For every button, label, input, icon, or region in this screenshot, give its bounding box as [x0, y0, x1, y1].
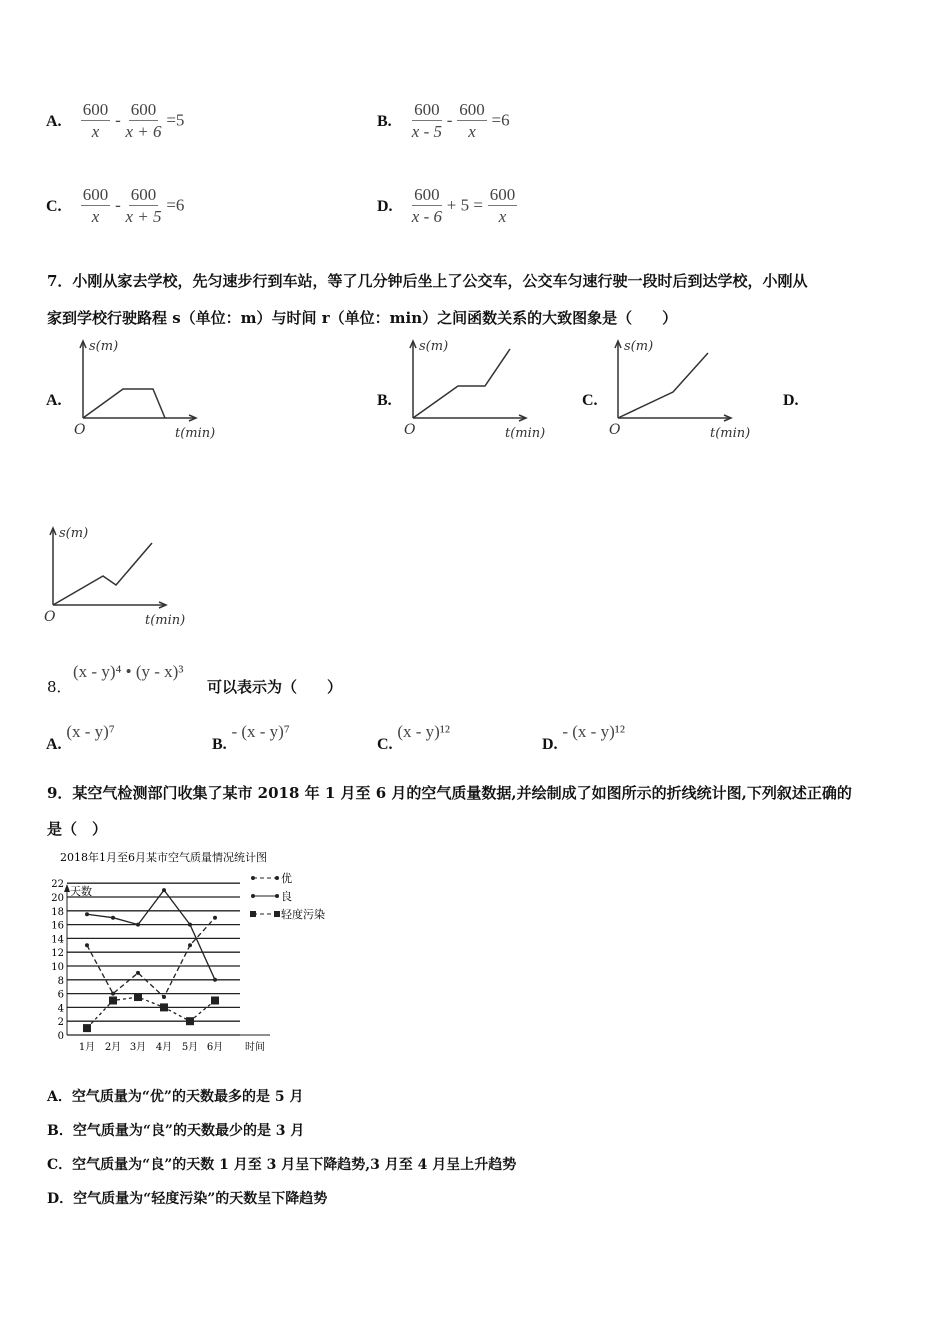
y-tick-label: 16 — [51, 920, 64, 932]
numerator: 600 — [414, 100, 440, 119]
numerator: 600 — [414, 185, 440, 204]
option-label: A. — [46, 112, 62, 130]
q9-option-b[interactable]: B．空气质量为“良”的天数最少的是 3 月 — [47, 1123, 305, 1139]
data-point — [162, 995, 166, 999]
numerator: 600 — [130, 100, 157, 119]
data-point — [136, 923, 140, 927]
q6-option[interactable] — [377, 185, 517, 228]
origin-label: O — [609, 422, 621, 438]
data-point — [83, 1024, 91, 1032]
fraction — [412, 100, 442, 143]
series-line-轻度污染 — [87, 997, 215, 1028]
fraction — [81, 185, 111, 228]
y-tick-label: 12 — [51, 948, 64, 960]
legend-marker — [250, 911, 256, 917]
x-axis-label: t(min) — [710, 426, 751, 441]
data-point — [213, 978, 217, 982]
chart-title: 2018年1月至6月某市空气质量情况统计图 — [60, 851, 267, 864]
option-label: C. — [377, 736, 393, 753]
distance-time-graph — [63, 333, 243, 448]
data-point — [134, 993, 142, 1001]
x-tick-label: 2月 — [104, 1042, 122, 1053]
x-axis-label: t(min) — [505, 426, 546, 441]
data-point — [186, 1017, 194, 1025]
data-point — [188, 923, 192, 927]
q7-option-c-label: C. — [582, 392, 598, 409]
origin-label: O — [74, 422, 86, 438]
fraction — [457, 100, 487, 143]
q9-option-c[interactable]: C．空气质量为“良”的天数 1 月至 3 月呈下降趋势,3 月至 4 月呈上升趋势 — [47, 1157, 517, 1173]
q6-option[interactable] — [377, 100, 510, 143]
q7-option-a-label: A. — [46, 392, 62, 409]
denominator: x + 5 — [125, 207, 162, 226]
option-expression: (x - y)¹² — [397, 722, 451, 741]
q9-option-a[interactable]: A．空气质量为“优”的天数最多的是 5 月 — [47, 1089, 304, 1105]
rhs: =6 — [491, 110, 510, 130]
q8-expression: (x - y)⁴ • (y - x)³ — [73, 662, 184, 681]
y-tick-label: 6 — [57, 989, 64, 1001]
distance-time-graph — [393, 333, 573, 448]
q6-option[interactable] — [46, 185, 184, 228]
denominator: x — [91, 122, 100, 141]
denominator: x — [468, 122, 476, 141]
q8-option[interactable] — [377, 722, 450, 754]
origin-label: O — [44, 609, 56, 625]
numerator: 600 — [130, 185, 157, 204]
operator: + 5 = — [446, 195, 483, 215]
data-point — [109, 997, 117, 1005]
y-tick-label: 10 — [51, 962, 64, 973]
denominator: x + 6 — [125, 122, 162, 141]
legend-label: 轻度污染 — [281, 908, 325, 921]
y-axis-label: s(m) — [59, 526, 89, 541]
q7-option-b-label: B. — [377, 392, 392, 409]
q9-line2: 是（ ） — [47, 820, 108, 838]
y-tick-label: 20 — [51, 893, 64, 904]
data-point — [85, 943, 89, 947]
q8-text: 可以表示为（ ） — [207, 678, 343, 696]
y-tick-label: 0 — [57, 1031, 64, 1042]
q7-option-d-label: D. — [783, 392, 799, 409]
y-tick-label: 8 — [57, 975, 64, 987]
graph-line — [618, 353, 708, 418]
distance-time-graph — [598, 333, 778, 448]
data-point — [188, 943, 192, 947]
y-tick-label: 2 — [57, 1017, 64, 1029]
q9-option-d[interactable]: D．空气质量为“轻度污染”的天数呈下降趋势 — [47, 1191, 328, 1207]
x-tick-label: 5月 — [181, 1042, 199, 1053]
legend-label: 优 — [281, 872, 292, 885]
y-axis-label: s(m) — [89, 339, 119, 354]
legend-marker — [251, 894, 255, 898]
legend-marker — [275, 876, 279, 880]
q7-line2: 家到学校行驶路程 s（单位：m）与时间 r（单位：min）之间函数关系的大致图象是（ ） — [47, 309, 678, 327]
operator: - — [446, 110, 453, 130]
origin-label: O — [404, 422, 416, 438]
option-expression: (x - y)⁷ — [66, 722, 115, 741]
option-label: B. — [212, 736, 227, 753]
numerator: 600 — [489, 185, 516, 204]
x-tick-label: 6月 — [206, 1042, 224, 1053]
x-tick-label: 4月 — [155, 1042, 173, 1053]
fraction — [412, 185, 442, 228]
x-tick-label: 1月 — [78, 1042, 96, 1053]
data-point — [111, 992, 115, 996]
operator: - — [115, 195, 121, 215]
rhs: =5 — [166, 110, 185, 130]
data-point — [162, 888, 166, 892]
data-point — [160, 1003, 168, 1011]
denominator: x — [91, 207, 100, 226]
option-expression: - (x - y)⁷ — [231, 722, 290, 741]
q8-number: 8． — [47, 678, 72, 696]
data-point — [111, 916, 115, 920]
x-axis-label: t(min) — [175, 426, 216, 441]
fraction — [488, 185, 518, 228]
option-expression: - (x - y)¹² — [562, 722, 625, 741]
option-label: A. — [46, 736, 62, 753]
option-label: B. — [377, 112, 392, 130]
option-label: D. — [377, 197, 393, 215]
x-axis-label: 时间 — [245, 1042, 265, 1053]
fraction — [81, 100, 111, 143]
fraction — [126, 185, 162, 228]
option-label: C. — [46, 197, 62, 215]
denominator: x - 6 — [411, 207, 442, 226]
rhs: =6 — [166, 195, 185, 215]
distance-time-graph — [33, 520, 213, 635]
q6-option[interactable] — [46, 100, 184, 143]
denominator: x - 5 — [411, 122, 442, 141]
q8-option[interactable] — [542, 722, 625, 754]
data-point — [213, 916, 217, 920]
air-quality-line-chart — [40, 845, 350, 1055]
y-tick-label: 18 — [51, 906, 64, 918]
numerator: 600 — [459, 100, 485, 119]
denominator: x — [498, 207, 507, 226]
operator: - — [115, 110, 121, 130]
graph-line — [53, 543, 152, 605]
legend-marker — [275, 894, 279, 898]
graph-line — [413, 349, 510, 418]
numerator: 600 — [82, 100, 109, 119]
y-axis-label: 天数 — [70, 885, 92, 898]
q8-option[interactable] — [46, 722, 115, 754]
q7-line1: 7．小刚从家去学校，先匀速步行到车站，等了几分钟后坐上了公交车，公交车匀速行驶一段时后到达学校，小刚从 — [47, 272, 808, 290]
x-tick-label: 3月 — [129, 1042, 147, 1053]
option-label: D. — [542, 736, 558, 753]
y-tick-label: 22 — [51, 879, 64, 891]
fraction — [126, 100, 162, 143]
data-point — [211, 997, 219, 1005]
data-point — [136, 971, 140, 975]
series-line-优 — [87, 918, 215, 997]
legend-label: 良 — [281, 890, 292, 903]
y-tick-label: 14 — [51, 934, 64, 946]
y-axis-label: s(m) — [624, 339, 654, 354]
legend-marker — [274, 911, 280, 917]
y-tick-label: 4 — [57, 1003, 64, 1015]
q8-option[interactable] — [212, 722, 290, 754]
y-axis-label: s(m) — [419, 339, 449, 354]
data-point — [85, 912, 89, 916]
q9-line1: 9．某空气检测部门收集了某市 2018 年 1 月至 6 月的空气质量数据,并绘制成了如图所示的折线统计图,下列叙述正确的 — [47, 784, 852, 802]
legend-marker — [251, 876, 255, 880]
x-axis-label: t(min) — [145, 613, 186, 628]
numerator: 600 — [82, 185, 109, 204]
graph-line — [83, 389, 165, 418]
